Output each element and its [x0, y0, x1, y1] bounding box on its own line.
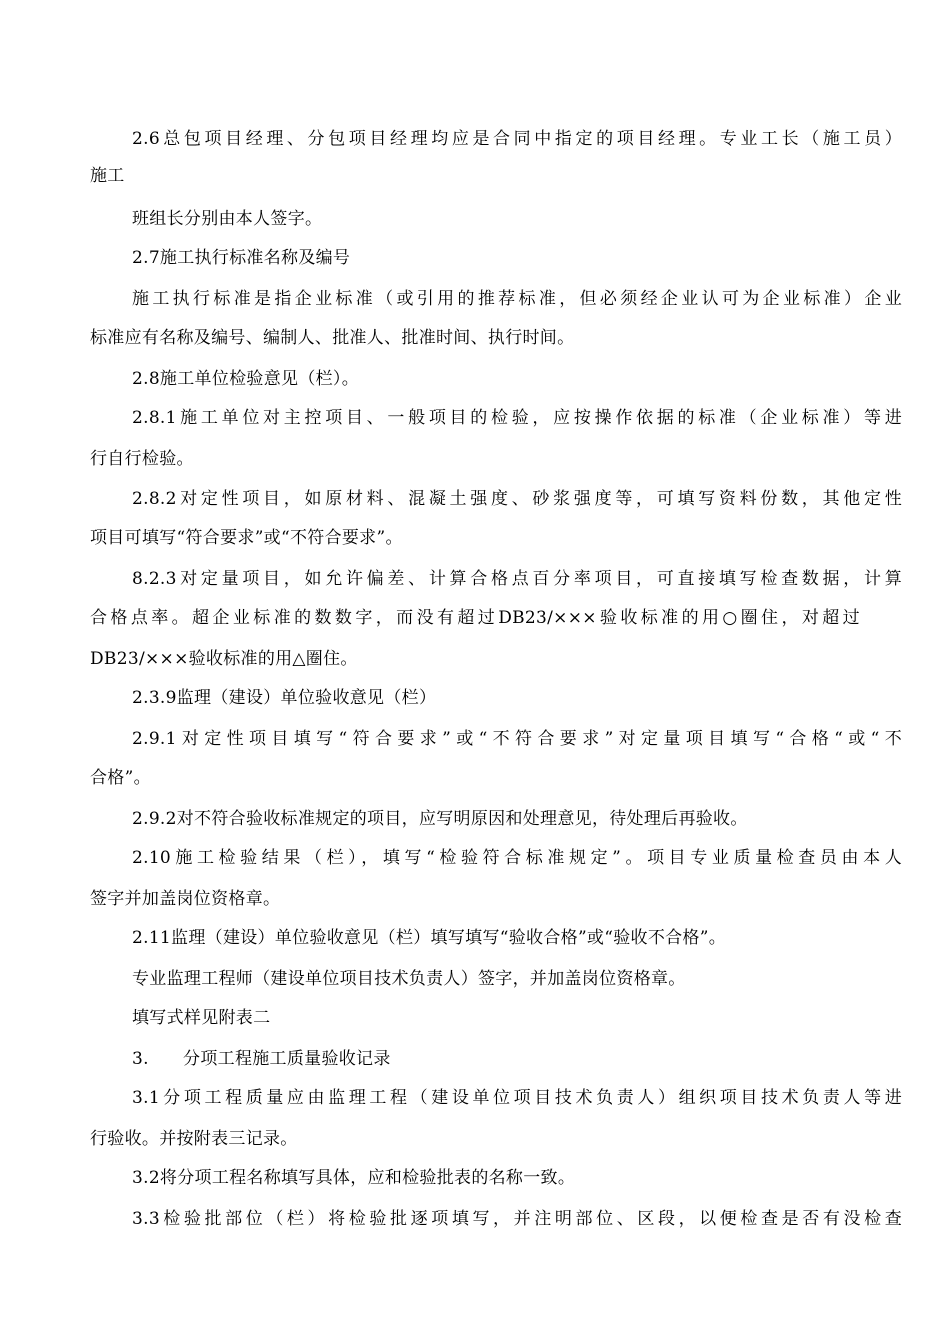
- paragraph-line: 施工: [90, 166, 125, 186]
- paragraph-line: 班组长分别由本人签字。: [132, 209, 323, 229]
- paragraph-line: 2.9.1对定性项目填写“符合要求”或“不符合要求”对定量项目填写“合格“或“不: [132, 729, 902, 749]
- paragraph-line: 2.11监理（建设）单位验收意见（栏）填写填写“验收合格”或“验收不合格”。: [132, 928, 727, 948]
- paragraph-line: 专业监理工程师（建设单位项目技术负责人）签字，并加盖岗位资格章。: [132, 969, 686, 989]
- paragraph-line: 合格”。: [90, 768, 151, 788]
- paragraph-line: DB23/×××验收标准的用△圈住。: [90, 649, 358, 669]
- paragraph-line: 3.3检验批部位（栏）将检验批逐项填写，并注明部位、区段，以便检查是否有没检查: [132, 1209, 902, 1229]
- paragraph-line: 2.9.2对不符合验收标准规定的项目，应写明原因和处理意见，待处理后再验收。: [132, 809, 748, 829]
- paragraph-line: 标准应有名称及编号、编制人、批准人、批准时间、执行时间。: [90, 328, 575, 348]
- section-heading: 2.7施工执行标准名称及编号: [132, 248, 351, 268]
- section-heading: 2.8施工单位检验意见（栏）。: [132, 369, 360, 389]
- paragraph-line: 2.6总包项目经理、分包项目经理均应是合同中指定的项目经理。专业工长（施工员）: [132, 129, 902, 149]
- paragraph-line: 3.2将分项工程名称填写具体，应和检验批表的名称一致。: [132, 1168, 576, 1188]
- paragraph-line: 行验收。并按附表三记录。: [90, 1129, 298, 1149]
- paragraph-line: 签字并加盖岗位资格章。: [90, 889, 281, 909]
- paragraph-line: 行自行检验。: [90, 449, 194, 469]
- paragraph-line: 8.2.3对定量项目，如允许偏差、计算合格点百分率项目，可直接填写检查数据，计算: [132, 569, 902, 589]
- paragraph-line: 2.8.2对定性项目，如原材料、混凝土强度、砂浆强度等，可填写资料份数，其他定性: [132, 489, 902, 509]
- paragraph-line: 3.1分项工程质量应由监理工程（建设单位项目技术负责人）组织项目技术负责人等进: [132, 1088, 902, 1108]
- paragraph-line: 2.10施工检验结果（栏），填写“检验符合标准规定”。项目专业质量检查员由本人: [132, 848, 902, 868]
- section-heading: 2.3.9监理（建设）单位验收意见（栏）: [132, 688, 437, 708]
- section-heading: 3. 分项工程施工质量验收记录: [132, 1049, 391, 1069]
- paragraph-line: 2.8.1施工单位对主控项目、一般项目的检验，应按操作依据的标准（企业标准）等进: [132, 408, 902, 428]
- paragraph-line: 施工执行标准是指企业标准（或引用的推荐标准，但必须经企业认可为企业标准）企业: [132, 289, 902, 309]
- paragraph-line: 项目可填写“符合要求”或“不符合要求”。: [90, 528, 403, 548]
- paragraph-line: 合格点率。超企业标准的数数字，而没有超过DB23/×××验收标准的用○圈住，对超过: [90, 608, 860, 628]
- paragraph-line: 填写式样见附表二: [132, 1008, 271, 1028]
